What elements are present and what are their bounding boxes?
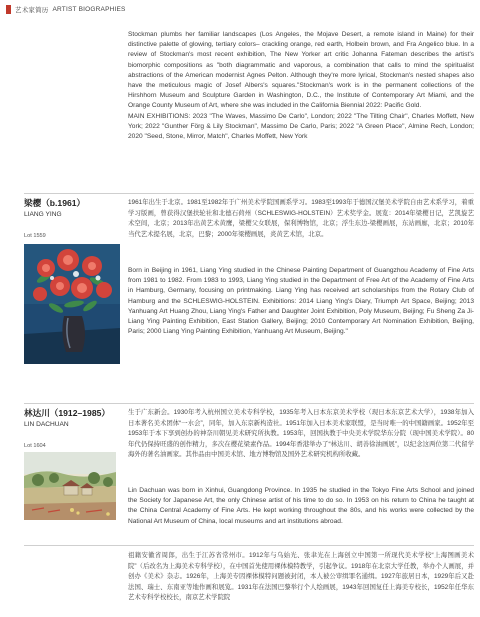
stockman-biography-continued — [128, 30, 474, 142]
artist-lin-dachuan — [24, 408, 122, 449]
artist-liang-ying — [24, 198, 122, 239]
lin-dachuan-bio-en — [128, 486, 474, 527]
bio-en-text: Born in Beijing in 1961, Liang Ying studied in the Chinese Painting Department of Guangzhou Academy of Fine Arts from 1981 to 1982. From 1983 to 1993, Liang Ying studied in the Department of Free Art of the Academy of Fine Arts in Hamburg, Germany, focusing on printmaking. Liang Ying has received art scholarships from the Rotary Club of Hamburg and the SCHLESWIG-HOLSTEIN. Exhibitions: 2014 Liang Ying's Diary, Triumph Art Space, Beijing; 2013 Yanhuang Art Huang Zhou, Liang Ying's Father and Daughter Joint Exhibition, Poly Museum, Beijing; Fu Sheng Za Ji-Liang Ying Painting Exhibition, East Station Gallery, Beijing; 2010 Contemporary Art Nomination Exhibition, Beijing, Paris; 2000 Liang Ying Painting Exhibition, Yanhuang Art Museum, Beijing." — [128, 267, 474, 336]
section-title-cn: 艺术家简历 — [15, 6, 49, 14]
stockman-bio-text: Stockman plumbs her familiar landscapes (Los Angeles, the Mojave Desert, a remote island in Maine) for their distinctive palette of glowing, tertiary colors– crackling orange, red earth, Holbein brown, and Fra Angelico blue. In a review of Stockman's most recent exhibition, The New Yorker art critic Johanna Fateman describes the artist's biomorphic compositions as "both diagrammatic and vaporous, a combination that calls to mind the spiritualist abstractions of the American modernist Agnes Pelton. Although they're more lyrical, Stockman's nested shapes also have the meticulous magic of Josef Albers's squares."Stockman's work is in the permanent collections of the Hirshhorn Museum and Sculpture Garden in Washington, D.C., the Institute of Contemporary Art Miami, and the Orange County Museum of Art, where she was included in the California Biennial 2022: Pacific Gold. MAIN EXHIBITIONS: 2023 "The Waves, Massimo De Carlo", London; 2022 "The Tilting Chair", Charles Moffett, New York; 2022 "Gunther Förg & Lily Stockman", Massimo De Carlo, Paris; 2022 "A Green Place", Almine Rech, London; 2020 "Seed, Stone, Mirror, Match", Charles Moffett, New York — [128, 31, 474, 141]
artist-name-cn: 梁樱（b.1961） — [24, 198, 86, 208]
artist-name-cn: 林达川（1912–1985） — [24, 408, 110, 418]
bio-en-text: Lin Dachuan was born in Xinhui, Guangdong Province. In 1935 he studied in the Tokyo Fine Arts School and joined the Society for Japanese Art, the only Chinese artist of his time to do so. In 1953 on his return to China he taught at the China Central Academy of Fine Arts. He kept working throughout the 80s, and his works were collected by the National Art Museum of China, local museums and art institutions abroad. — [128, 487, 474, 525]
bio-cn-text: 1961年出生于北京。1981至1982年于广州美术学院国画系学习。1983至1993年于德国汉堡美术学院自由艺术系学习，着重学习版画，曾获得汉堡扶轮社和北德石荷州（SCHLESWIG-HOLSTEIN）艺术奖学金。展览：2014年梁樱日记，艺凯旋艺术空间，北京；2013年出黄艺术黄鹰，梁樱父女联展，保利博物馆，北京；浮生东边-梁樱画展，东站画廊，北京；2010年当代艺术提名展，北京，巴黎；2000年梁樱画展，炎黄艺术馆，北京。 — [128, 199, 474, 238]
divider-1 — [24, 193, 474, 194]
next-artist-bio-cn — [128, 551, 474, 604]
painting-liang-ying-flowers — [24, 244, 120, 364]
divider-2 — [24, 403, 474, 404]
bio-cn-text: 生于广东新会。1930年考入杭州国立美术专科学校，1935年考入日本东京美术学校（现日本东京艺术大学），1938年加入日本著名美术团体“一水会”，同年，加入东京新构造社。1951年加入日本美术家联盟，是当时唯一的中国籍画家。1952年至1953年于本下享到创办的神奈川朝见美术研究所执教。1953年，回国执教于中央美术学院华东分院（现中国美术学院）。80年代仍保持旺盛的创作精力，多次在樱花梁素作品。1994年香港举办了“林达川、胡善徐油画展”，以纪念这两位第二代留学海外的著名油画家。其作品由中国美术馆、地方博物馆及国外艺术研究机构所收藏。 — [128, 409, 474, 459]
divider-3 — [24, 545, 474, 546]
liang-ying-bio-en — [128, 266, 474, 337]
lot-number: Lot 1604 — [24, 443, 46, 449]
artist-name-en: LIN DACHUAN — [24, 421, 69, 428]
section-marker — [6, 5, 11, 14]
bio-cn-text: 祖籍安徽省周郎，出生于江苏省常州市。1912年与乌始光、张聿光在上海创立中国第一所现代美术学校“上海图画美术院”（后改名为上海美术专科学校），在中国首先使用裸体模特教学，引起争议。1918年在北京大学任教，举办个人画展，并创办《美术》杂志。1926年，上海美专因裸体模特问题被封闭，本人被公审缉罪名通缉。1927年旅居日本，1929年后又赴法国、瑞士、东南亚等地作画和展览。1931年在法国巴黎举行个人绘画展，1943年回国复任上海美专校长，1952年任华东艺术专科学校校长，南京艺术学院院 — [128, 552, 474, 602]
page-header — [6, 3, 126, 15]
lot-number: Lot 1559 — [24, 233, 46, 239]
lin-dachuan-bio-cn — [128, 408, 474, 461]
liang-ying-bio-cn — [128, 198, 474, 240]
section-title-en: ARTIST BIOGRAPHIES — [52, 5, 126, 13]
artist-name-en: LIANG YING — [24, 211, 62, 218]
painting-lin-dachuan-landscape — [24, 452, 116, 520]
